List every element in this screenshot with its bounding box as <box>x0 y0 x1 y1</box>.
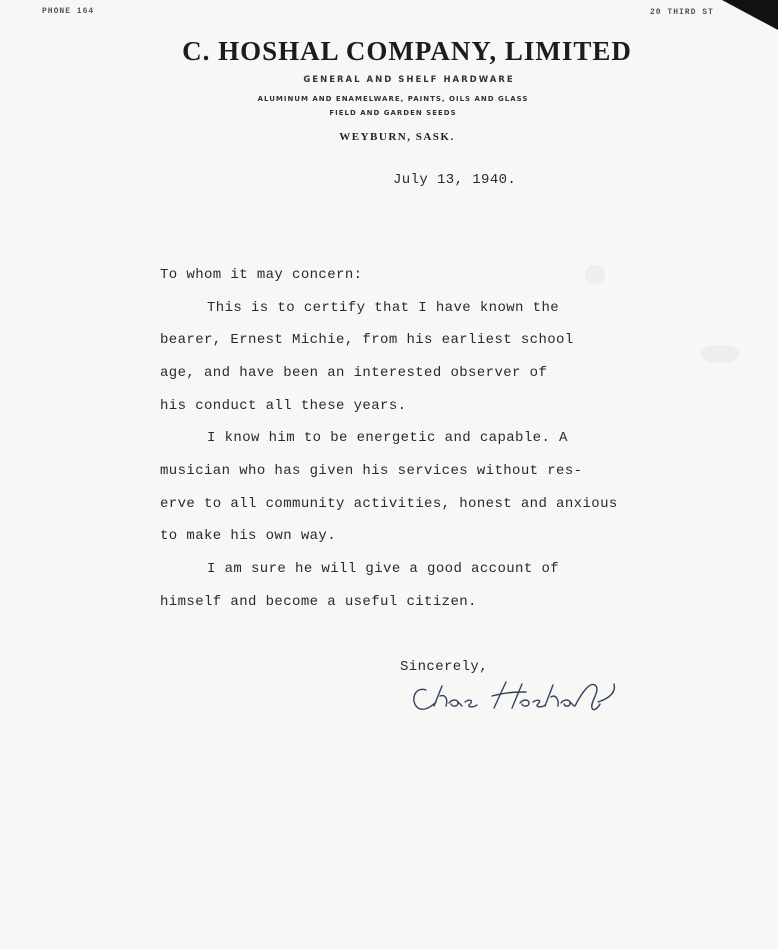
paragraph-2-line-4: to make his own way. <box>160 528 337 544</box>
business-line-3: FIELD AND GARDEN SEEDS <box>329 109 457 117</box>
letter-date: July 13, 1940. <box>393 172 517 188</box>
paragraph-1-line-1: This is to certify that I have known the <box>207 300 560 316</box>
paragraph-2-line-1: I know him to be energetic and capable. A <box>207 430 568 446</box>
paper-smudge <box>700 345 740 363</box>
paper-smudge <box>585 265 605 285</box>
page-corner-shadow <box>722 0 778 30</box>
business-line-1: GENERAL AND SHELF HARDWARE <box>303 75 515 85</box>
business-line-2: ALUMINUM AND ENAMELWARE, PAINTS, OILS AND GLASS <box>257 95 529 103</box>
paragraph-2-line-3: erve to all community activities, honest and anxious <box>160 496 618 512</box>
company-name: C. HOSHAL COMPANY, LIMITED <box>182 36 632 66</box>
phone-number: PHONE 164 <box>42 7 95 16</box>
paragraph-3-line-2: himself and become a useful citizen. <box>160 594 477 610</box>
street-address: 20 THIRD ST <box>650 8 714 17</box>
paragraph-2-line-2: musician who has given his services without res- <box>160 463 583 479</box>
company-location: WEYBURN, SASK. <box>339 131 455 143</box>
handwritten-signature <box>404 672 634 722</box>
paragraph-1-line-2: bearer, Ernest Michie, from his earliest school <box>160 332 574 348</box>
salutation: To whom it may concern: <box>160 267 363 283</box>
closing: Sincerely, <box>400 659 489 675</box>
paragraph-3-line-1: I am sure he will give a good account of <box>207 561 560 577</box>
paragraph-1-line-3: age, and have been an interested observer of <box>160 365 548 381</box>
paragraph-1-line-4: his conduct all these years. <box>160 398 407 414</box>
